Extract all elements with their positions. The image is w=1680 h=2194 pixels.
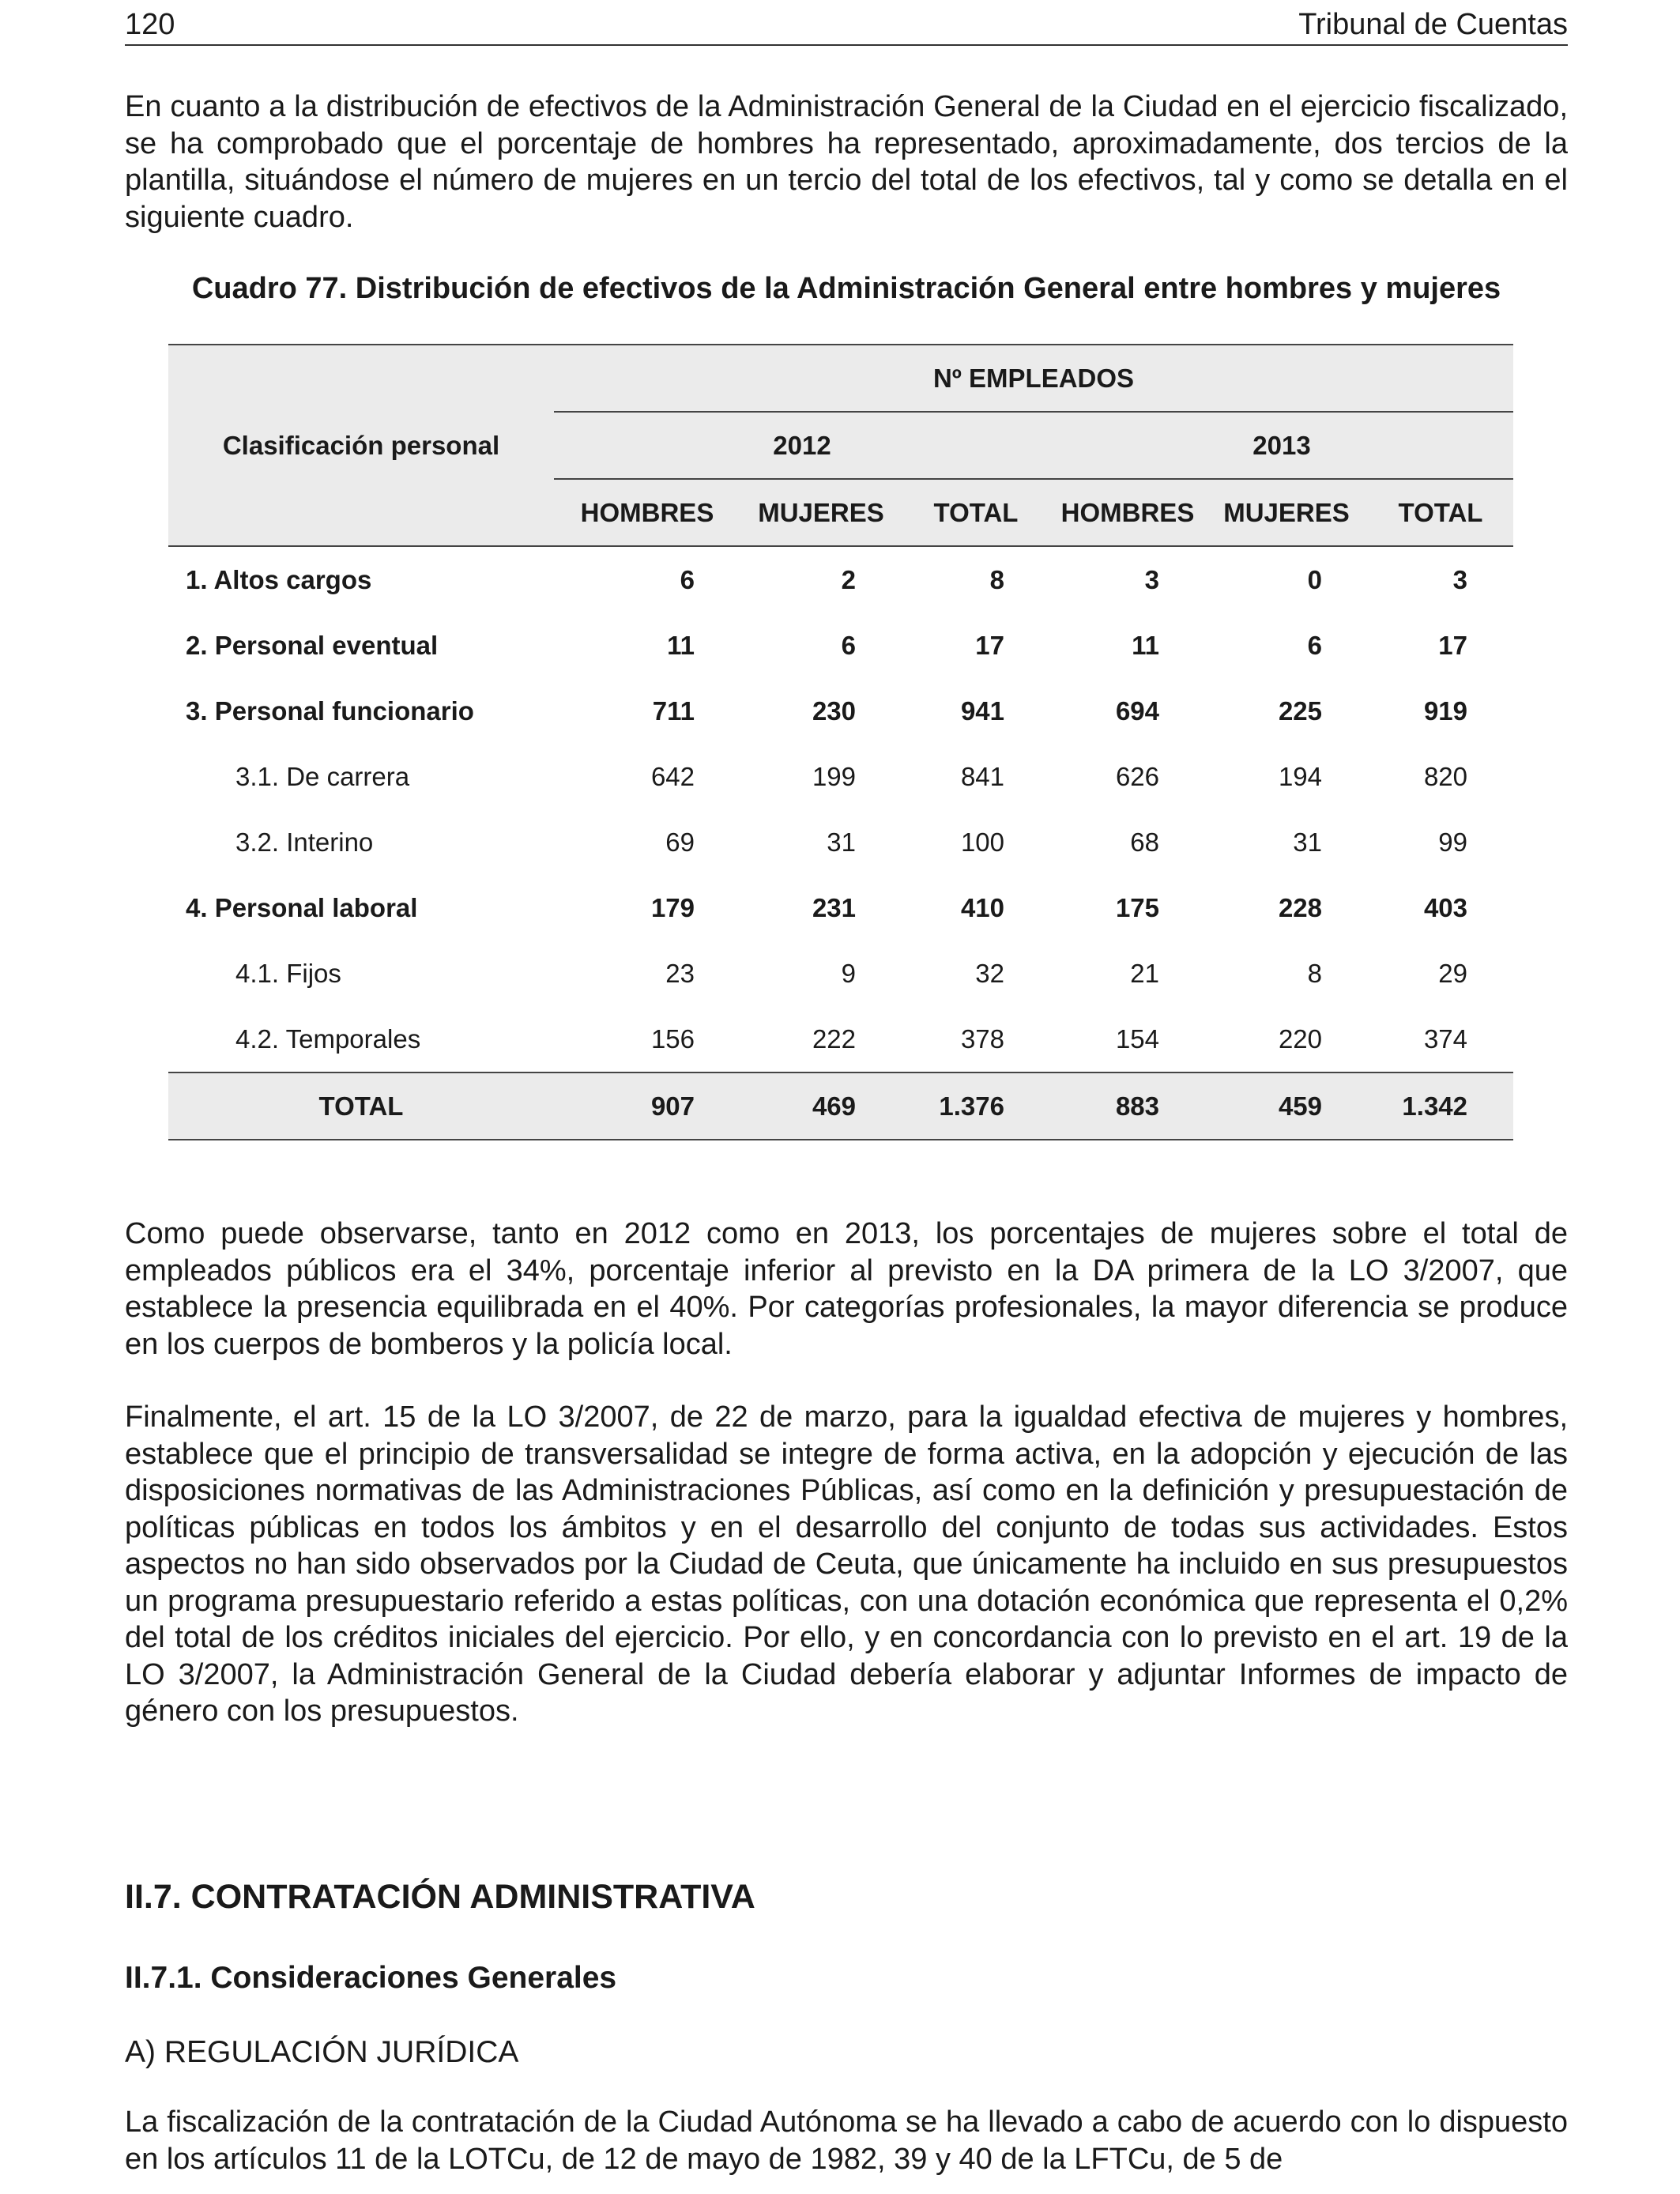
header-men-2013: HOMBRES — [1050, 479, 1205, 546]
row-label: 4. Personal laboral — [186, 892, 418, 922]
cell-value: 6 — [680, 564, 695, 594]
cell-value: 8 — [989, 564, 1004, 594]
employees-table — [168, 344, 1513, 1140]
cell-value: 23 — [665, 958, 695, 988]
section-heading: II.7. CONTRATACIÓN ADMINISTRATIVA — [125, 1878, 755, 1916]
cell-value: 374 — [1423, 1023, 1468, 1054]
header-year-2013: 2013 — [1050, 412, 1513, 479]
subsubsection-heading: A) REGULACIÓN JURÍDICA — [125, 2035, 519, 2069]
page-number: 120 — [125, 8, 175, 41]
cell-value: 378 — [960, 1023, 1004, 1054]
cell-value: 32 — [975, 958, 1004, 988]
total-value: 883 — [1050, 1072, 1205, 1140]
cell-value: 17 — [975, 630, 1004, 660]
cell-value: 919 — [1423, 696, 1468, 726]
table-row — [168, 678, 1513, 744]
row-label: 3.2. Interino — [235, 827, 374, 857]
cell-value: 175 — [1115, 892, 1159, 922]
cell-value: 100 — [960, 827, 1004, 857]
cell-value: 156 — [650, 1023, 695, 1054]
row-label: 4.2. Temporales — [235, 1023, 421, 1054]
cell-value: 68 — [1130, 827, 1159, 857]
page-header — [125, 5, 1568, 46]
cell-value: 626 — [1115, 761, 1159, 791]
cell-value: 225 — [1278, 696, 1322, 726]
total-value: 1.342 — [1368, 1072, 1513, 1140]
total-value: 469 — [740, 1072, 902, 1140]
cell-value: 3 — [1144, 564, 1159, 594]
subsection-heading: II.7.1. Consideraciones Generales — [125, 1961, 617, 1995]
cell-value: 228 — [1278, 892, 1322, 922]
cell-value: 222 — [812, 1023, 856, 1054]
table-row — [168, 744, 1513, 809]
row-label: 3.1. De carrera — [235, 761, 410, 791]
cell-value: 99 — [1438, 827, 1468, 857]
cell-value: 230 — [812, 696, 856, 726]
header-men-2012: HOMBRES — [554, 479, 740, 546]
cell-value: 841 — [960, 761, 1004, 791]
row-label: 2. Personal eventual — [186, 630, 439, 660]
cell-value: 11 — [1132, 630, 1159, 660]
intro-paragraph: En cuanto a la distribución de efectivos de la Administración General de la Ciudad en el ejercicio fiscalizado, se ha comprobado que el porcentaje de hombres ha representado, aproximadamente, dos tercios de la plantilla, situándose el número de mujeres en un tercio del total de los efectivos, tal y como se detalla en el siguiente cuadro. — [125, 90, 1568, 234]
cell-value: 0 — [1307, 564, 1322, 594]
header-employees-group: Nº EMPLEADOS — [554, 345, 1513, 412]
conclusion-paragraph: Finalmente, el art. 15 de la LO 3/2007, de 22 de marzo, para la igualdad efectiva de mujeres y hombres, establece que el principio de transversalidad se integre de forma activa, en la adopción y ejecución de las disposiciones normativas de las Administraciones Públicas, así como en la definición y presupuestación de políticas públicas en todos los ámbitos y en el desarrollo del conjunto de todas sus actividades. Estos aspectos no han sido observados por la Ciudad de Ceuta, que únicamente ha incluido en sus presupuestos un programa presupuestario referido a estas políticas, con una dotación económica que representa el 0,2% del total de los créditos iniciales del ejercicio. Por ello, y en concordancia con lo previsto en el art. 19 de la LO 3/2007, la Administración General de la Ciudad debería elaborar y adjuntar Informes de impacto de género con los presupuestos. — [125, 1400, 1568, 1728]
table-row — [168, 809, 1513, 875]
total-value: 1.376 — [902, 1072, 1050, 1140]
journal-name: Tribunal de Cuentas — [1298, 8, 1568, 41]
cell-value: 21 — [1130, 958, 1159, 988]
cell-value: 8 — [1307, 958, 1322, 988]
header-year-2012: 2012 — [554, 412, 1050, 479]
regulation-paragraph: La fiscalización de la contratación de la Ciudad Autónoma se ha llevado a cabo de acuerdo con lo dispuesto en los artículos 11 de la LOTCu, de 12 de mayo de 1982, 39 y 40 de la LFTCu, de 5 de — [125, 2105, 1568, 2176]
cell-value: 2 — [841, 564, 856, 594]
row-label: 3. Personal funcionario — [186, 696, 474, 726]
cell-value: 154 — [1115, 1023, 1159, 1054]
table-caption: Cuadro 77. Distribución de efectivos de la Administración General entre hombres y mujeres — [191, 272, 1501, 305]
cell-value: 820 — [1423, 761, 1468, 791]
cell-value: 642 — [650, 761, 695, 791]
cell-value: 9 — [841, 958, 856, 988]
table-row — [168, 941, 1513, 1006]
cell-value: 711 — [652, 696, 695, 726]
cell-value: 694 — [1115, 696, 1159, 726]
table-row — [168, 613, 1513, 678]
observation-paragraph: Como puede observarse, tanto en 2012 como en 2013, los porcentajes de mujeres sobre el total de empleados públicos era el 34%, porcentaje inferior al previsto en la DA primera de la LO 3/2007, que establece la presencia equilibrada en el 40%. Por categorías profesionales, la mayor diferencia se produce en los cuerpos de bomberos y la policía local. — [125, 1217, 1568, 1361]
table-row — [168, 1006, 1513, 1072]
cell-value: 199 — [812, 761, 856, 791]
employees-table-container — [168, 344, 1513, 1140]
table-row — [168, 875, 1513, 941]
header-classification: Clasificación personal — [168, 345, 554, 546]
table-total-row — [168, 1072, 1513, 1140]
total-value: 459 — [1205, 1072, 1368, 1140]
header-women-2013: MUJERES — [1205, 479, 1368, 546]
cell-value: 29 — [1438, 958, 1468, 988]
cell-value: 31 — [827, 827, 856, 857]
cell-value: 17 — [1438, 630, 1468, 660]
table-row — [168, 546, 1513, 613]
total-value: 907 — [554, 1072, 740, 1140]
cell-value: 11 — [667, 630, 695, 660]
header-total-2013: TOTAL — [1368, 479, 1513, 546]
cell-value: 6 — [841, 630, 856, 660]
cell-value: 3 — [1452, 564, 1468, 594]
cell-value: 6 — [1307, 630, 1322, 660]
header-women-2012: MUJERES — [740, 479, 902, 546]
cell-value: 220 — [1278, 1023, 1322, 1054]
cell-value: 31 — [1293, 827, 1322, 857]
cell-value: 941 — [960, 696, 1004, 726]
row-label: 1. Altos cargos — [186, 564, 372, 594]
header-total-2012: TOTAL — [902, 479, 1050, 546]
row-label: 4.1. Fijos — [235, 958, 341, 988]
cell-value: 410 — [960, 892, 1004, 922]
cell-value: 69 — [665, 827, 695, 857]
cell-value: 194 — [1278, 761, 1322, 791]
cell-value: 403 — [1423, 892, 1468, 922]
total-label: TOTAL — [168, 1072, 554, 1140]
cell-value: 179 — [650, 892, 695, 922]
cell-value: 231 — [812, 892, 856, 922]
